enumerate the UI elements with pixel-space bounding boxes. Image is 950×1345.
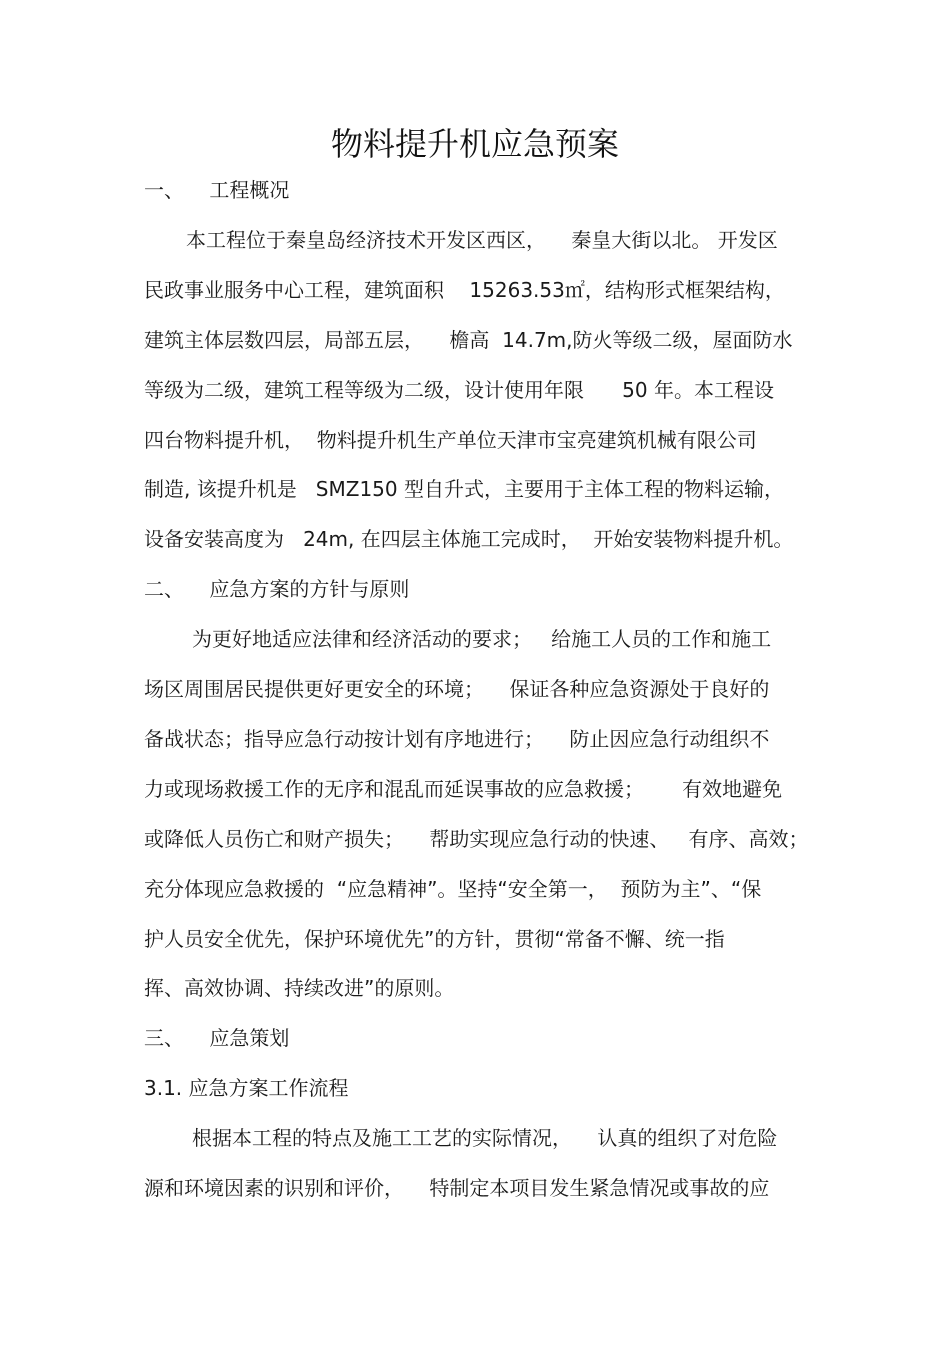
text-line: 根据本工程的特点及施工工艺的实际情况， 认真的组织了对危险 (192, 1126, 778, 1151)
text-line: 3.1. 应急方案工作流程 (144, 1076, 349, 1101)
text-line: 力或现场救援工作的无序和混乱而延误事故的应急救援； 有效地避免 (144, 776, 783, 801)
text-line: 充分体现应急救援的 “应急精神”。坚持“安全第一， 预防为主”、“保 (144, 876, 762, 901)
text-line: 本工程位于秦皇岛经济技术开发区西区， 秦皇大街以北。 开发区 (186, 227, 778, 252)
text-line: 三、 应急策划 (144, 1026, 290, 1051)
text-line: 源和环境因素的识别和评价， 特制定本项目发生紧急情况或事故的应 (144, 1176, 770, 1200)
text-line: 挥、高效协调、持续改进”的原则。 (144, 976, 455, 1001)
text-line: 四台物料提升机， 物料提升机生产单位天津市宝亮建筑机械有限公司 (144, 427, 757, 452)
text-line: 备战状态；指导应急行动按计划有序地进行； 防止因应急行动组织不 (144, 726, 770, 751)
document-title: 物料提升机应急预案 (330, 125, 619, 163)
text-line: 制造, 该提升机是 SMZ150 型自升式，主要用于主体工程的物料运输， (144, 477, 784, 502)
text-line: 等级为二级，建筑工程等级为二级，设计使用年限 50 年。本工程设 (144, 377, 774, 402)
text-line: 场区周围居民提供更好更安全的环境； 保证各种应急资源处于良好的 (144, 677, 770, 701)
text-line: 为更好地适应法律和经济活动的要求； 给施工人员的工作和施工 (192, 627, 772, 652)
text-line: 设备安装高度为 24m, 在四层主体施工完成时， 开始安装物料提升机。 (144, 527, 794, 552)
text-line: 一、 工程概况 (144, 178, 290, 202)
text-line: 建筑主体层数四层，局部五层， 檐高 14.7m,防火等级二级，屋面防水 (144, 327, 793, 352)
text-line: 或降低人员伤亡和财产损失； 帮助实现应急行动的快速、 有序、高效； (144, 826, 809, 851)
text-line: 护人员安全优先，保护环境优先”的方针，贯彻“常备不懈、统一指 (144, 926, 725, 951)
text-line: 二、 应急方案的方针与原则 (144, 577, 410, 602)
text-line: 民政事业服务中心工程，建筑面积 15263.53㎡，结构形式框架结构， (144, 277, 785, 302)
